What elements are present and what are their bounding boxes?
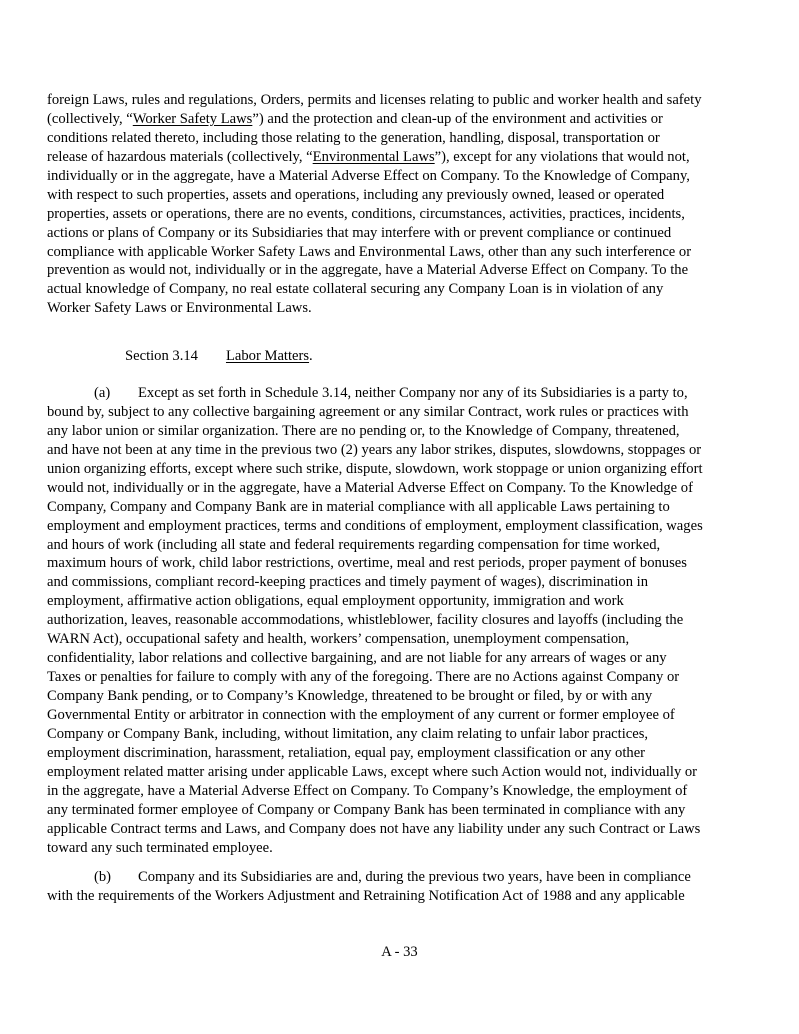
text-line: individually or in the aggregate, have a Material Adverse Effect on Company. To the Knowledge of Company,: [47, 167, 690, 184]
text-line: conditions related thereto, including those relating to the generation, handling, disposal, transportation or: [47, 129, 660, 146]
text-line: any terminated former employee of Company or Company Bank has been terminated in compliance with any: [47, 801, 686, 818]
text-line: and hours of work (including all state and federal requirements regarding compensation for time worked,: [47, 536, 661, 553]
text-line: applicable Contract terms and Laws, and Company does not have any liability under any such Contract or Laws: [47, 820, 701, 837]
text-line: [47, 148, 752, 167]
text-line: actions or plans of Company or its Subsidiaries that may interfere with or prevent compliance or continued: [47, 224, 672, 241]
text-line: Governmental Entity or arbitrator in connection with the employment of any current or former employee of: [47, 706, 675, 723]
text-line: WARN Act), occupational safety and health, workers’ compensation, unemployment compensation,: [47, 631, 630, 648]
text-line: confidentiality, labor relations and collective bargaining, and are not liable for any arrears of wages or any: [47, 650, 667, 667]
text-line: union organizing efforts, except where such strike, dispute, slowdown, work stoppage or union organizing effort: [47, 460, 703, 477]
text-line: Company Bank pending, or to Company’s Knowledge, threatened to be brought or filed, by or with any: [47, 688, 653, 704]
text-line: authorization, leaves, reasonable accommodations, whistleblower, facility closures and layoffs (including the: [47, 612, 684, 629]
text-line: [47, 110, 752, 129]
page-number: A - 33: [381, 944, 418, 960]
text-line: any labor union or similar organization. There are no pending or, to the Knowledge of Company, threatened,: [47, 422, 680, 439]
text-line: bound by, subject to any collective bargaining agreement or any similar Contract, work rules or practices with: [47, 403, 689, 420]
paragraph-first-line: (b) Company and its Subsidiaries are and, during the previous two years, have been in compliance: [94, 869, 691, 885]
text-line: foreign Laws, rules and regulations, Orders, permits and licenses relating to public and worker health and safety: [47, 92, 702, 108]
text-line: employment discrimination, harassment, retaliation, equal pay, employment classification or any other: [47, 744, 646, 761]
text-line: prevention as would not, individually or in the aggregate, have a Material Adverse Effect on Company. To the: [47, 262, 689, 279]
text-line: and have not been at any time in the previous two (2) years any labor strikes, disputes, slowdowns, stoppages or: [47, 441, 702, 458]
text-line: and commissions, compliant record-keeping practices and timely payment of wages), discrimination in: [47, 574, 649, 591]
text-line: compliance with applicable Worker Safety Laws and Environmental Laws, other than any such interference or: [47, 243, 692, 260]
text-line: with the requirements of the Workers Adjustment and Retraining Notification Act of 1988 and any applicable: [47, 887, 685, 904]
paragraph-first-line: (a) Except as set forth in Schedule 3.14, neither Company nor any of its Subsidiaries is a party to,: [94, 385, 688, 401]
section-title-period: .: [309, 348, 313, 364]
text-line: Company, Company and Company Bank are in material compliance with all applicable Laws pertaining to: [47, 498, 670, 515]
defined-term: Worker Safety Laws: [132, 110, 253, 127]
text-line: Company or Company Bank, including, without limitation, any claim relating to unfair labor practices,: [47, 725, 649, 742]
text-line: would not, individually or in the aggregate, have a Material Adverse Effect on Company. To the Knowledge of: [47, 479, 693, 496]
defined-term: Environmental Laws: [312, 148, 435, 165]
paragraph-label: (a): [94, 385, 111, 401]
text-line: Taxes or penalties for failure to comply with any of the foregoing. There are no Actions against Company or: [47, 669, 680, 686]
paragraph-b-warn-act: [47, 868, 752, 906]
text-fragment: ”) and the protection and clean-up of the environment and activities or: [252, 110, 663, 127]
text-line: employment and employment practices, terms and conditions of employment, employment classification, wages: [47, 517, 703, 534]
text-line: toward any such terminated employee.: [47, 839, 273, 856]
text-line: in the aggregate, have a Material Adverse Effect on Company. To Company’s Knowledge, the employment of: [47, 782, 688, 799]
text-fragment: ”), except for any violations that would not,: [434, 148, 690, 165]
text-line: employment, affirmative action obligations, equal employment opportunity, immigration and work: [47, 593, 624, 610]
text-line: employment related matter arising under applicable Laws, except where such Action would not, individually or: [47, 763, 698, 780]
paragraph-environmental-laws: [47, 91, 752, 318]
paragraph-label: (b): [94, 869, 112, 885]
text-line: actual knowledge of Company, no real estate collateral securing any Company Loan is in violation of any: [47, 281, 664, 298]
section-number: Section 3.14: [125, 348, 198, 364]
section-heading: [47, 347, 752, 366]
text-fragment: release of hazardous materials (collectively, “: [47, 148, 313, 165]
text-line: with respect to such properties, assets and operations, including any previously owned, leased or operated: [47, 186, 665, 203]
text-fragment: (collectively, “: [47, 110, 133, 127]
paragraph-a-labor-matters: [47, 384, 752, 857]
text-line: Worker Safety Laws or Environmental Laws.: [47, 300, 312, 317]
section-title: Labor Matters: [225, 348, 310, 364]
text-line: maximum hours of work, child labor restrictions, overtime, meal and rest periods, proper payment of bonuses: [47, 555, 687, 572]
text-line: properties, assets or operations, there are no events, conditions, circumstances, activities, practices, incidents,: [47, 205, 685, 222]
